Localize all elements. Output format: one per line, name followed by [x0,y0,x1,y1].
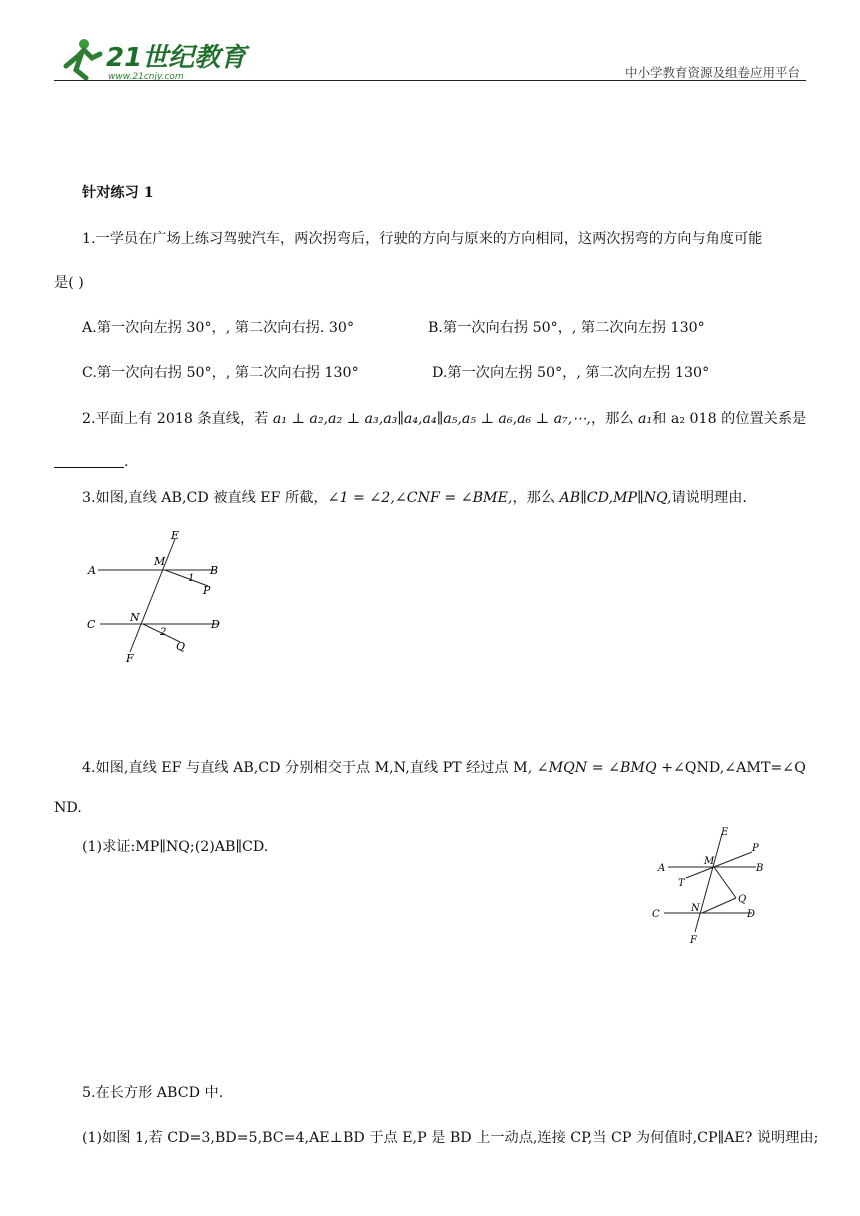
label-t: T [678,878,685,889]
site-logo [62,36,247,82]
q2-math2: a₁ [638,411,653,427]
label-d: D [211,618,220,631]
q1-option-d: D.第一次向左拐 50°，, 第二次向左拐 130° [432,365,710,381]
q4-prefix: 4.如图,直线 EF 与直线 AB,CD 分别相交于点 M,N,直线 PT 经过点 M, [82,760,537,776]
q2-answer-line [54,452,129,472]
label-a: A [88,564,96,577]
label-c: C [652,909,660,920]
label-q: Q [738,894,747,905]
label-b: B [210,564,219,577]
q2-suffix: 和 a₂ 018 的位置关系是 [652,411,807,427]
q4-suffix: ∠QND,∠AMT=∠Q [672,760,806,776]
q3-math: ∠1 = ∠2,∠CNF = ∠BME, [327,490,513,506]
header-tagline: 中小学教育资源及组卷应用平台 [624,65,800,80]
logo-text: 21世纪教育 [106,43,247,73]
q4-subquestions: (1)求证:MP∥NQ;(2)AB∥CD. [82,839,269,855]
label-e: E [171,529,180,542]
q1-option-c: C.第一次向右拐 50°，, 第二次向右拐 130° [82,365,359,381]
label-e: E [721,827,729,838]
label-d: D [747,909,756,920]
label-p: P [203,584,211,597]
label-n: N [130,611,140,624]
header-divider [54,80,806,81]
q2-end: . [124,454,129,470]
q2-stem [82,409,806,429]
q1-option-b: B.第一次向右拐 50°，, 第二次向左拐 130° [428,320,705,336]
q1-stem-line1: 1.一学员在广场上练习驾驶汽车，两次拐弯后，行驶的方向与原来的方向相同，这两次拐弯的方向与角度可能 [82,231,763,247]
q4-math: ∠MQN = ∠BMQ + [536,760,673,776]
label-c: C [87,618,96,631]
section-title: 针对练习 1 [82,185,154,201]
q1-option-a: A.第一次向左拐 30°，, 第二次向右拐. 30° [82,320,355,336]
q4-stem-line1 [82,758,806,778]
label-angle-1: 1 [188,573,195,584]
q3-math2: AB∥CD,MP∥NQ, [559,490,672,506]
label-m: M [154,555,166,568]
q3-stem [82,488,747,508]
q3-figure [82,526,232,668]
q2-math: a₁ ⊥ a₂,a₂ ⊥ a₃,a₃∥a₄,a₄∥a₅,a₅ ⊥ a₆,a₆ ⊥ a₇,⋯, [272,411,591,427]
ray-mp [165,570,208,586]
q3-prefix: 3.如图,直线 AB,CD 被直线 EF 所截， [82,490,328,506]
segment-nq [702,898,736,913]
q2-answer-blank[interactable] [54,454,124,468]
q3-mid: ，那么 [512,490,560,506]
label-m: M [704,856,715,867]
logo-url: www.21cnjy.com [108,72,184,82]
label-p: P [752,843,759,854]
label-f: F [126,652,134,665]
runner-icon [66,39,100,78]
q4-figure [650,824,770,948]
label-a: A [658,863,666,874]
q5-subquestion-1: (1)如图 1,若 CD=3,BD=5,BC=4,AE⊥BD 于点 E,P 是 BD 上一动点,连接 CP,当 CP 为何值时,CP∥AE? 说明理由; [82,1130,819,1146]
q3-suffix: 请说明理由. [671,490,747,506]
label-f: F [690,935,697,946]
label-q: Q [176,640,186,653]
q2-mid: ，那么 [590,411,639,427]
q2-prefix: 2.平面上有 2018 条直线，若 [82,411,273,427]
label-n: N [691,903,700,914]
q4-stem-line2: ND. [54,800,82,816]
label-b: B [756,863,764,874]
q1-stem-line2: 是( ) [54,275,84,291]
line-ef [130,539,175,652]
segment-mq [714,867,736,898]
line-ef [695,834,722,932]
q5-title: 5.在长方形 ABCD 中. [82,1085,224,1101]
label-angle-2: 2 [160,627,167,638]
